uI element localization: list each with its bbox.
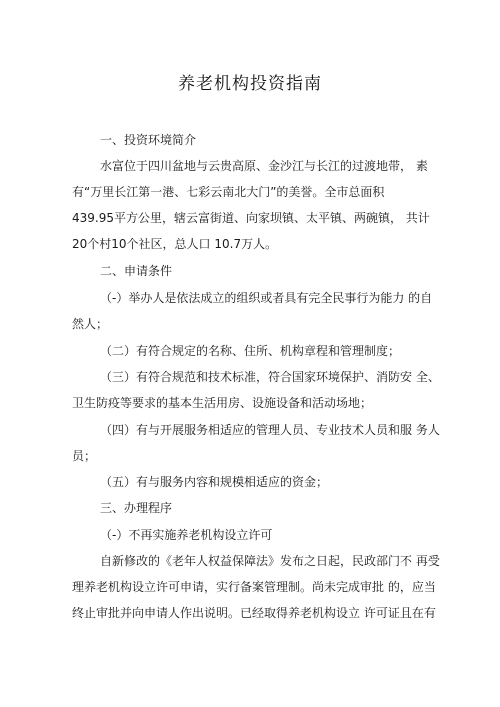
paragraph-line: （二）有符合规定的名称、住所、机构章程和管理制度； [100, 344, 401, 358]
section-heading-procedure: 三、办理程序 [100, 501, 173, 515]
paragraph-line: 自新修改的《老年人权益保障法》发布之日起，民政部门不 再受 [100, 554, 440, 568]
paragraph-line: 水富位于四川盆地与云贵高原、金沙江与长江的过渡地带， 素 [100, 159, 428, 173]
document-title: 养老机构投资指南 [178, 74, 322, 94]
paragraph-line: 20个村10个社区，总人口 10.7万人。 [72, 237, 278, 251]
paragraph-line: （四）有与开展服务相适应的管理人员、专业技术人员和服 务人 [100, 423, 440, 437]
paragraph-line: （-）举办人是依法成立的组织或者具有完全民事行为能力 的自 [100, 291, 433, 305]
section-heading-environment: 一、投资环境简介 [100, 133, 197, 147]
paragraph-line: 卫生防疫等要求的基本生活用房、设施设备和活动场地； [72, 396, 373, 410]
section-heading-conditions: 二、申请条件 [100, 264, 173, 278]
paragraph-line: （五）有与服务内容和规模相适应的资金； [100, 475, 329, 489]
paragraph-line: 终止审批并向申请人作出说明。已经取得养老机构设立 许可证且在有 [72, 606, 436, 620]
paragraph-line: （-）不再实施养老机构设立许可 [100, 528, 273, 542]
paragraph-line: （三）有符合规范和技术标准，符合国家环境保护、消防安 全、 [100, 370, 440, 384]
paragraph-line: 439.95平方公里，辖云富街道、向家坝镇、太平镇、两碗镇， 共计 [72, 211, 430, 225]
paragraph-line: 员； [72, 449, 97, 463]
paragraph-line: 然人； [72, 317, 109, 331]
paragraph-line: 理养老机构设立许可申请，实行备案管理制。尚未完成审批 的，应当 [72, 580, 436, 594]
paragraph-line: 有“万里长江第一港、七彩云南北大门”的美誉。全市总面积 [72, 185, 385, 199]
